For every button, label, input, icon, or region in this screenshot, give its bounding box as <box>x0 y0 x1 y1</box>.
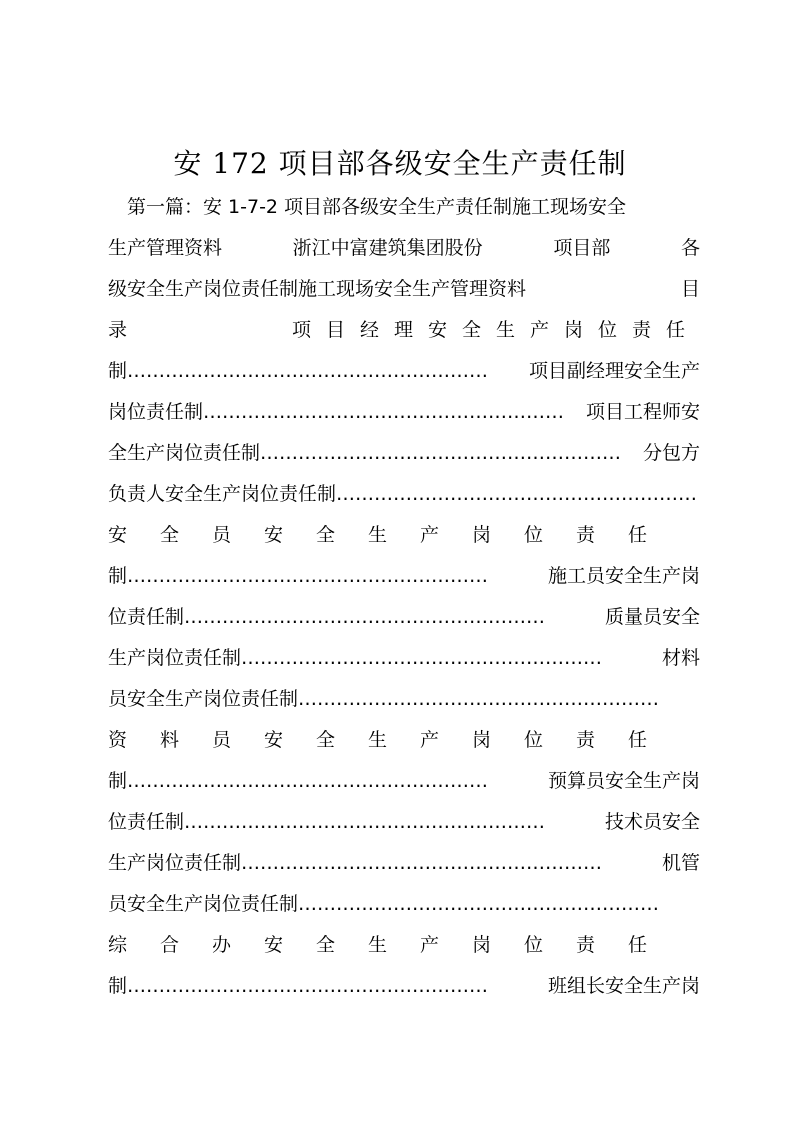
toc-entry: 制………………………………………………… 班组长安全生产岗 <box>108 975 700 997</box>
toc-entry: 位责任制………………………………………………… 质量员安全 <box>108 606 700 628</box>
toc-entry: 位责任制………………………………………………… 技术员安全 <box>108 811 700 833</box>
toc-entry: 制………………………………………………… 预算员安全生产岗 <box>108 770 700 792</box>
page-title: 安 172 项目部各级安全生产责任制 <box>173 147 627 180</box>
toc-entry: 全生产岗位责任制………………………………………………… 分包方 <box>108 442 700 464</box>
toc-entry: 负责人安全生产岗位责任制………………………………………………… <box>108 483 698 505</box>
toc-entry: 资料员安全生产岗位责任 <box>108 729 681 751</box>
document-body <box>108 187 700 1007</box>
toc-entry: 员安全生产岗位责任制………………………………………………… <box>108 893 660 915</box>
toc-entry: 生产岗位责任制………………………………………………… 机管 <box>108 852 700 874</box>
body-line: 级安全生产岗位责任制施工现场安全生产管理资料 目 <box>108 278 700 300</box>
toc-entry: 生产岗位责任制………………………………………………… 材料 <box>108 647 700 669</box>
body-line: 第一篇：安 1-7-2 项目部各级安全生产责任制施工现场安全 <box>108 196 627 218</box>
toc-entry: 制………………………………………………… 项目副经理安全生产 <box>108 360 700 382</box>
toc-entry: 岗位责任制………………………………………………… 项目工程师安 <box>108 401 700 423</box>
toc-entry: 制………………………………………………… 施工员安全生产岗 <box>108 565 700 587</box>
toc-entry: 综合办安全生产岗位责任 <box>108 934 681 956</box>
toc-heading-line: 录 项目经理安全生产岗位责任 <box>108 319 700 341</box>
toc-entry: 员安全生产岗位责任制………………………………………………… <box>108 688 660 710</box>
body-line: 生产管理资料 浙江中富建筑集团股份 项目部 各 <box>108 237 700 259</box>
toc-entry: 安全员安全生产岗位责任 <box>108 524 681 546</box>
